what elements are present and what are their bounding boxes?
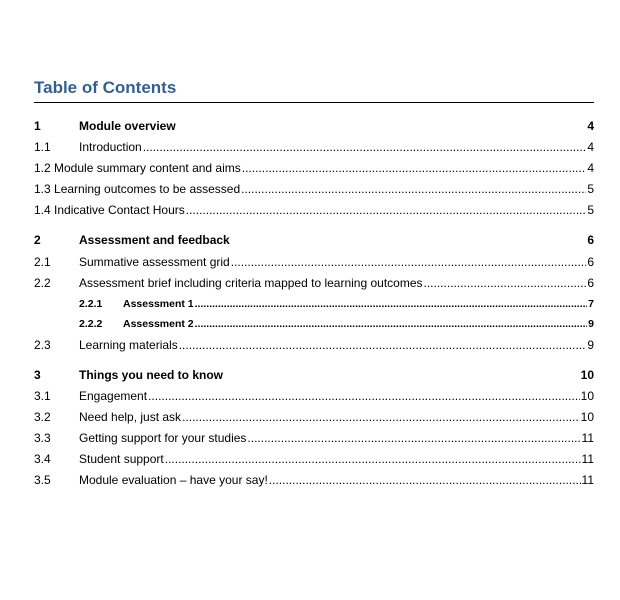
entry-label: Module evaluation – have your say!: [79, 473, 268, 487]
toc-entry-module-summary[interactable]: [34, 160, 594, 176]
dot-leader: [143, 139, 587, 155]
entry-label: Learning materials: [79, 338, 178, 352]
toc-entry-need-help[interactable]: [34, 409, 594, 425]
dot-leader: [195, 316, 588, 332]
entry-number: 2.2.1: [79, 298, 103, 310]
toc-entry-assessment-1[interactable]: [79, 296, 594, 312]
entry-page-number: 11: [581, 452, 594, 466]
entry-label: Module overview: [79, 119, 176, 133]
entry-page-number: 4: [587, 140, 594, 154]
entry-number: 2.2: [34, 276, 51, 290]
entry-label: 1.3 Learning outcomes to be assessed: [34, 182, 241, 196]
entry-page-number: 6: [587, 255, 594, 269]
entry-label: 1.2 Module summary content and aims: [34, 161, 241, 175]
dot-leader: [165, 451, 581, 467]
toc-entry-module-overview[interactable]: [34, 118, 594, 134]
entry-number: 3.3: [34, 431, 51, 445]
entry-number: 3.1: [34, 389, 51, 403]
toc-entry-student-support[interactable]: [34, 451, 594, 467]
title-divider: [34, 102, 594, 103]
entry-page-number: 10: [580, 410, 594, 424]
dot-leader: [424, 275, 587, 291]
entry-page-number: 5: [587, 203, 594, 217]
dot-leader: [241, 181, 586, 197]
entry-label: 1.4 Indicative Contact Hours: [34, 203, 185, 217]
entry-label: Getting support for your studies: [79, 431, 247, 445]
entry-page-number: 9: [587, 338, 594, 352]
entry-label: Student support: [79, 452, 164, 466]
toc-entry-assessment-2[interactable]: [79, 316, 594, 332]
toc-entry-things-to-know[interactable]: [34, 367, 594, 383]
dot-leader: [231, 254, 587, 270]
entry-page-number: 10: [580, 389, 594, 403]
toc-entry-engagement[interactable]: [34, 388, 594, 404]
dot-leader: [182, 409, 580, 425]
toc-entry-module-evaluation[interactable]: [34, 472, 594, 488]
dot-leader: [195, 296, 588, 312]
entry-number: 1.1: [34, 140, 51, 154]
entry-number: 3.2: [34, 410, 51, 424]
dot-leader: [179, 337, 587, 353]
entry-number: 2: [34, 233, 41, 247]
entry-page-number: 7: [588, 298, 594, 310]
toc-entry-assessment-brief[interactable]: [34, 275, 594, 291]
toc-entry-introduction[interactable]: [34, 139, 594, 155]
entry-page-number: 6: [587, 276, 594, 290]
entry-page-number: 4: [587, 161, 594, 175]
toc-entry-summative-grid[interactable]: [34, 254, 594, 270]
toc-entry-contact-hours[interactable]: [34, 202, 594, 218]
entry-page-number: 5: [587, 182, 594, 196]
toc-entry-learning-materials[interactable]: [34, 337, 594, 353]
entry-label: Summative assessment grid: [79, 255, 230, 269]
dot-leader: [242, 160, 587, 176]
entry-label: Engagement: [79, 389, 148, 403]
dot-leader: [148, 388, 580, 404]
entry-number: 2.2.2: [79, 318, 103, 330]
toc-entry-getting-support[interactable]: [34, 430, 594, 446]
toc-title: Table of Contents: [34, 78, 177, 97]
entry-number: 2.3: [34, 338, 51, 352]
entry-label: Assessment and feedback: [79, 233, 230, 247]
entry-label: Things you need to know: [79, 368, 223, 382]
entry-number: 3: [34, 368, 41, 382]
entry-label: Introduction: [79, 140, 142, 154]
entry-label: Assessment brief including criteria mapped to learning outcomes: [79, 276, 423, 290]
dot-leader: [186, 202, 587, 218]
entry-page-number: 4: [587, 119, 594, 133]
entry-label: Need help, just ask: [79, 410, 182, 424]
entry-label: Assessment 2: [123, 318, 194, 330]
toc-entry-learning-outcomes[interactable]: [34, 181, 594, 197]
toc-entry-assessment-feedback[interactable]: [34, 232, 594, 248]
entry-page-number: 11: [581, 473, 594, 487]
entry-label: Assessment 1: [123, 298, 194, 310]
dot-leader: [247, 430, 580, 446]
entry-page-number: 10: [580, 368, 594, 382]
dot-leader: [269, 472, 581, 488]
entry-number: 1: [34, 119, 41, 133]
entry-number: 2.1: [34, 255, 51, 269]
entry-number: 3.5: [34, 473, 51, 487]
entry-page-number: 11: [581, 431, 594, 445]
entry-number: 3.4: [34, 452, 51, 466]
entry-page-number: 6: [587, 233, 594, 247]
entry-page-number: 9: [588, 318, 594, 330]
